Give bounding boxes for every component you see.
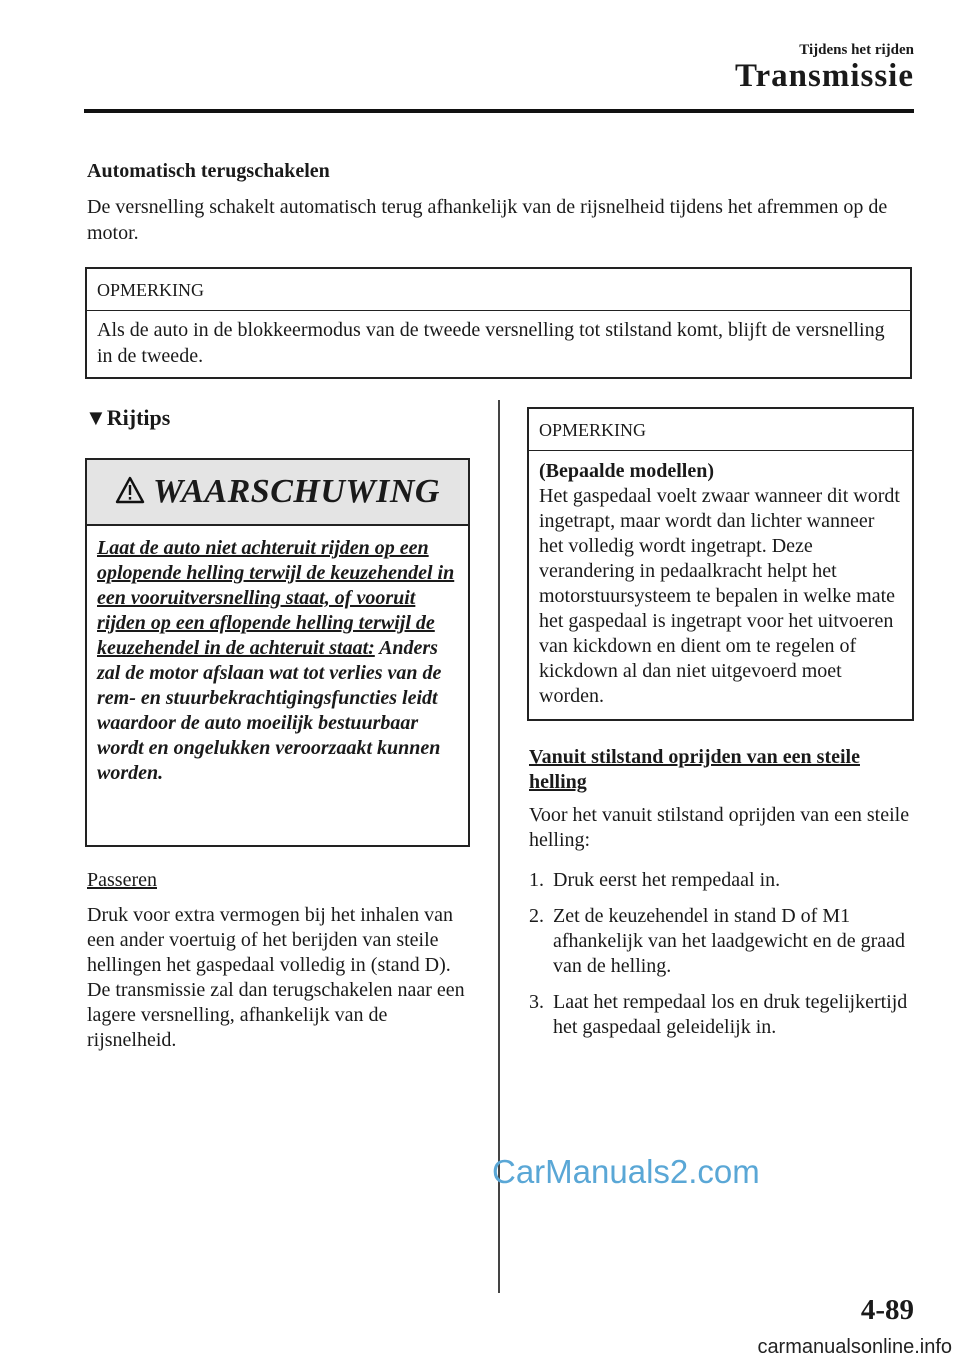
passeren-heading: Passeren <box>87 869 157 891</box>
list-item <box>529 990 914 1040</box>
warning-triangle-icon <box>115 476 145 509</box>
passeren-text: Druk voor extra vermogen bij het inhalen van een ander voertuig of het berijden van steile hellingen het gaspedaal volledig in (stand D). De transmissie zal dan terugschakelen naar een lagere versnelling, afhankelijk van de rijsnelheid. <box>87 904 465 1051</box>
step-text: Laat het rempedaal los en druk tegelijkertijd het gaspedaal geleidelijk in. <box>553 991 908 1038</box>
steep-heading: Vanuit stilstand oprijden van een steile helling <box>529 746 860 793</box>
warning-header <box>87 460 468 526</box>
step-text: Zet de keuzehendel in stand D of M1 afhankelijk van het laadgewicht en de graad van de helling. <box>553 905 906 977</box>
steep-intro: Voor het vanuit stilstand oprijden van een steile helling: <box>529 804 910 851</box>
note-text: Als de auto in de blokkeermodus van de tweede versnelling tot stilstand komt, blijft de versnelling in de tweede. <box>97 319 885 367</box>
header-divider <box>84 109 914 113</box>
step-text: Druk eerst het rempedaal in. <box>553 869 781 891</box>
warning-box <box>85 458 470 847</box>
list-item <box>529 904 914 979</box>
warning-title: WAARSCHUWING <box>153 473 440 510</box>
rijtips-heading <box>85 405 170 431</box>
step-number: 1. <box>529 869 544 891</box>
warning-rest-text: Anders zal de motor afslaan wat tot verlies van de rem- en stuurbekrachtigingsfuncties leidt waardoor de auto moeilijk bestuurbaar wordt en ongelukken veroorzaakt kunnen worden. <box>97 637 442 784</box>
note-box-2 <box>527 407 914 721</box>
triangle-marker-icon: ▼ <box>85 405 107 430</box>
step-number: 2. <box>529 905 544 927</box>
rijtips-label: Rijtips <box>106 405 171 430</box>
auto-downshift-heading: Automatisch terugschakelen <box>87 160 330 182</box>
step-number: 3. <box>529 991 544 1013</box>
note-label: OPMERKING <box>529 409 912 451</box>
note-box-1 <box>85 267 912 379</box>
watermark-logo: CarManuals2.com <box>492 1153 760 1190</box>
note-text <box>529 451 912 717</box>
footer-watermark: carmanualsonline.info <box>757 1336 952 1358</box>
page-number: 4-89 <box>860 1294 914 1326</box>
warning-underlined-text: Laat de auto niet achteruit rijden op een oplopende helling terwijl de keuzehendel in een vooruitversnelling staat, of vooruit rijden op een aflopende helling terwijl de keuzehendel in de achteruit staat: <box>97 537 455 659</box>
warning-text <box>87 526 468 786</box>
auto-downshift-text: De versnelling schakelt automatisch terug afhankelijk van de rijsnelheid tijdens het afremmen op de motor. <box>87 196 888 244</box>
steps-list <box>529 868 914 1051</box>
note-description: Het gaspedaal voelt zwaar wanneer dit wordt ingetrapt, maar wordt dan lichter wanneer het volledig wordt ingetrapt. Deze verandering in pedaalkracht helpt het motorstuursysteem te bepalen in welke mate het gaspedaal is ingetrapt voor het uitvoeren van kickdown en dient om te regelen of kickdown al dan niet uitgevoerd moet worden. <box>539 485 900 707</box>
list-item <box>529 868 914 893</box>
note-models: (Bepaalde modellen) <box>539 460 714 482</box>
page-title: Transmissie <box>734 58 914 94</box>
note-label: OPMERKING <box>87 269 910 311</box>
section-title: Tijdens het rijden <box>799 42 914 58</box>
